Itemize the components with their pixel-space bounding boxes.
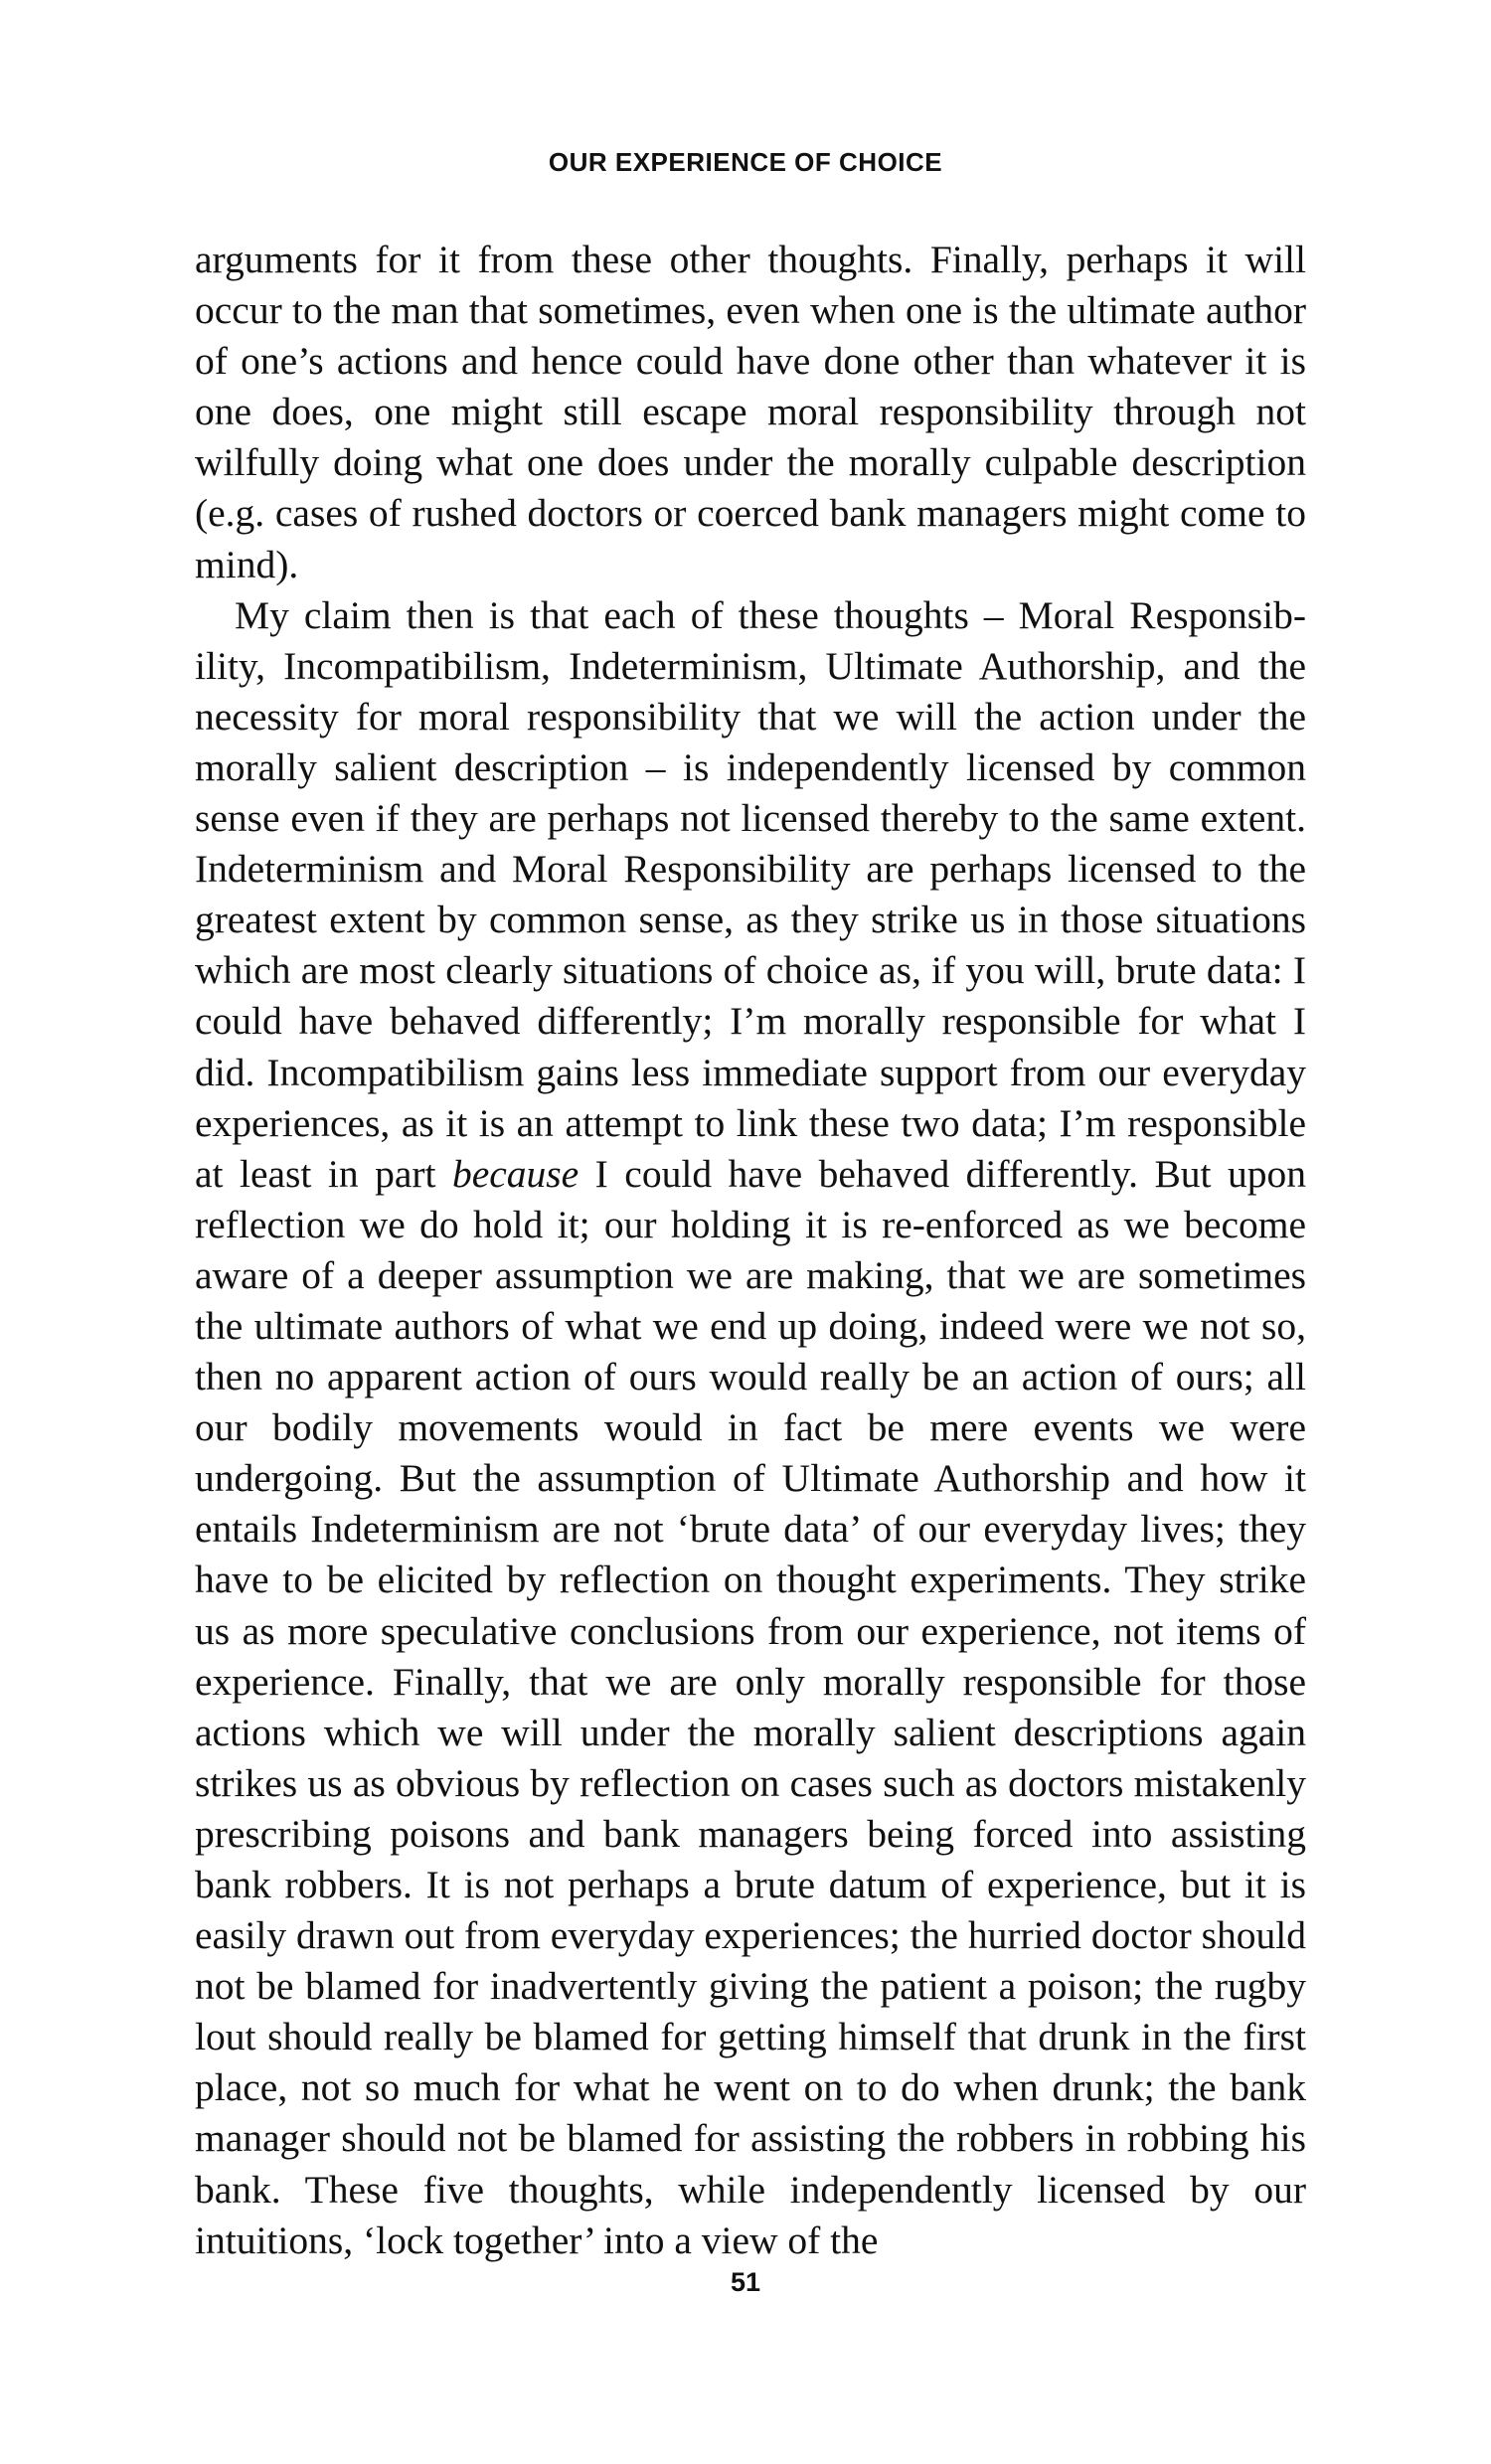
paragraph-continued: arguments for it from these other thoughts. Finally, perhaps it will occur to the man that sometimes, even when one is the ultimate author of one’s actions and hence could have done other than whatever it is one does, one might still escape moral responsibility through not wilfully doing what one does under the morally culpable description (e.g. cases of rushed doctors or coerced bank managers might come to mind). [195, 238, 1306, 586]
paragraph-text-segment: I could have behaved differently. But upon reflection we do hold it; our holding it is re-enforced as we become aware of a deeper assumption we are making, that we are sometimes the ultimate authors of what we end up doing, indeed were we not so, then no apparent action of ours would really be an action of ours; all our bodily movements would in fact be mere events we were undergoing. But the assumption of Ultimate Authorship and how it entails Indeterminism are not ‘brute data’ of our everyday lives; they have to be elicited by reflection on thought experiments. They strike us as more speculative conclusions from our experience, not items of experience. Finally, that we are only morally responsible for those actions which we will under the morally salient descriptions again strikes us as obvious by reflection on cases such as doctors mistakenly prescribing poisons and bank managers being forced into assisting bank robbers. It is not perhaps a brute datum of experience, but it is easily drawn out from everyday experiences; the hurried doctor should not be blamed for inadvertently giving the patient a poison; the rugby lout should really be blamed for getting himself that drunk in the first place, not so much for what he went on to do when drunk; the bank manager should not be blamed for assisting the robbers in robbing his bank. These five thoughts, while independently licensed by our intuitions, ‘lock together’ into a view of the [195, 1151, 1307, 2262]
paragraph-text-segment: My claim then is that each of these thoughts – Moral Responsibility, Incompatibilism, Indeterminism, Ultimate Authorship, and the necessity for moral responsibility that we will the action under the morally salient description – is independently licensed by common sense even if they are perhaps not licensed thereby to the same extent. Indeterminism and Moral Responsibility are perhaps licensed to the greatest extent by common sense, as they strike us in those situations which are most clearly situations of choice as, if you will, brute data: I could have behaved differently; I’m morally responsible for what I did. Incompatibilism gains less immediate support from our everyday experiences, as it is an attempt to link these two data; I’m responsible at least in part [195, 592, 1306, 1196]
paragraph-claim [195, 590, 1306, 2266]
body-text [195, 235, 1306, 2266]
page-number: 51 [730, 2267, 761, 2297]
running-head: OUR EXPERIENCE OF CHOICE [548, 147, 943, 177]
emphasis-because: because [451, 1151, 580, 1196]
